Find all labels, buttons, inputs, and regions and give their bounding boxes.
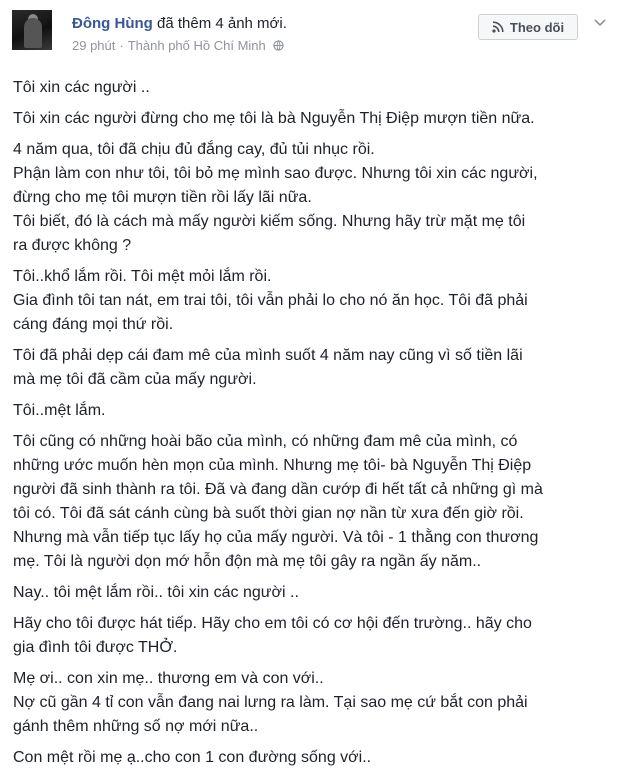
post-text-line: Tôi biết, đó là cách mà mấy người kiếm sống. Nhưng hãy trừ mặt mẹ tôi <box>13 213 526 230</box>
post-text-line: Gia đình tôi tan nát, em trai tôi, tôi vẫn phải lo cho nó ăn học. Tôi đã phải <box>13 292 528 309</box>
post-text-line: Tôi cũng có những hoài bão của mình, có những đam mê của mình, có <box>13 433 518 450</box>
author-name[interactable]: Đông Hùng <box>72 15 153 32</box>
meta-separator: · <box>119 38 124 53</box>
post-text-line: đừng cho mẹ tôi mượn tiền rồi lấy lãi nữa. <box>13 189 312 206</box>
post-text-line: Tôi..mệt lắm. <box>13 402 106 419</box>
post-text-line: gia đình tôi được THỞ. <box>13 639 178 656</box>
post-text-line: Phận làm con như tôi, tôi bỏ mẹ mình sao được. Nhưng tôi xin các người, <box>13 165 538 182</box>
post-text-line: Hãy cho tôi được hát tiếp. Hãy cho em tôi có cơ hội đến trường.. hãy cho <box>13 615 532 632</box>
post-text-line: cáng đáng mọi thứ rồi. <box>13 316 174 333</box>
post-text-line: tôi có. Tôi đã sát cánh cùng bà suốt thời gian nợ nần từ xưa đến giờ rồi. <box>13 505 524 522</box>
chevron-down-icon[interactable] <box>592 14 608 30</box>
post-paragraph <box>13 399 611 423</box>
post-paragraph <box>13 344 611 392</box>
post-location[interactable]: Thành phố Hồ Chí Minh <box>127 38 266 53</box>
post-text-line: Tôi xin các người .. <box>13 79 150 96</box>
post-text-line: Tôi xin các người đừng cho mẹ tôi là bà Nguyễn Thị Điệp mượn tiền nữa. <box>13 110 535 127</box>
post-paragraph <box>13 265 611 337</box>
post-text-line: Nợ cũ gần 4 tỉ con vẫn đang nai lưng ra làm. Tại sao mẹ cứ bắt con phải <box>13 694 528 711</box>
author-line <box>72 14 287 34</box>
post-paragraph <box>13 138 611 258</box>
post-paragraph <box>13 667 611 739</box>
post-paragraph <box>13 76 611 100</box>
post-paragraph <box>13 612 611 660</box>
post-text-line: 4 năm qua, tôi đã chịu đủ đắng cay, đủ tủi nhục rồi. <box>13 141 375 158</box>
globe-icon <box>273 40 284 51</box>
post-paragraph <box>13 107 611 131</box>
post-paragraph <box>13 430 611 574</box>
post-text-line: Con mệt rồi mẹ ạ..cho con 1 con đường sống với.. <box>13 749 372 766</box>
post-content <box>13 76 611 777</box>
post-text-line: mà mẹ tôi đã cầm của mấy người. <box>13 371 257 388</box>
post-text-line: người đã sinh thành ra tôi. Đã và đang dần cướp đi hết tất cả những gì mà <box>13 481 543 498</box>
post-header <box>0 0 620 60</box>
post-text-line: ra được không ? <box>13 237 132 254</box>
follow-button[interactable] <box>478 14 578 40</box>
post-paragraph <box>13 581 611 605</box>
post-action-text: đã thêm 4 ảnh mới. <box>156 15 287 32</box>
post-text-line: những ước muốn hèn mọn của mình. Nhưng mẹ tôi- bà Nguyễn Thị Điệp <box>13 457 532 474</box>
post-text-line: Tôi đã phải dẹp cái đam mê của mình suốt 4 năm nay cũng vì số tiền lãi <box>13 347 523 364</box>
post-text-line: Nhưng mà vẫn tiếp tục lấy họ của mấy người. Và tôi - 1 thằng con thương <box>13 529 539 546</box>
author-avatar[interactable] <box>12 10 52 50</box>
post-text-line: mẹ. Tôi là người dọn mớ hỗn độn mà mẹ tôi gây ra ngần ấy năm.. <box>13 553 482 570</box>
post-text-line: Nay.. tôi mệt lắm rồi.. tôi xin các người .. <box>13 584 299 601</box>
post-meta <box>72 38 284 54</box>
post-text-line: Mẹ ơi.. con xin mẹ.. thương em và con với.. <box>13 670 324 687</box>
post-text-line: gánh thêm những số nợ mới nữa.. <box>13 718 259 735</box>
post-text-line: Tôi..khổ lắm rồi. Tôi mệt mỏi lắm rồi. <box>13 268 272 285</box>
post-paragraph <box>13 746 611 770</box>
follow-button-label: Theo dõi <box>509 19 565 35</box>
avatar-figure <box>24 18 42 48</box>
post-timestamp[interactable]: 29 phút <box>72 38 116 53</box>
rss-icon <box>492 21 504 33</box>
